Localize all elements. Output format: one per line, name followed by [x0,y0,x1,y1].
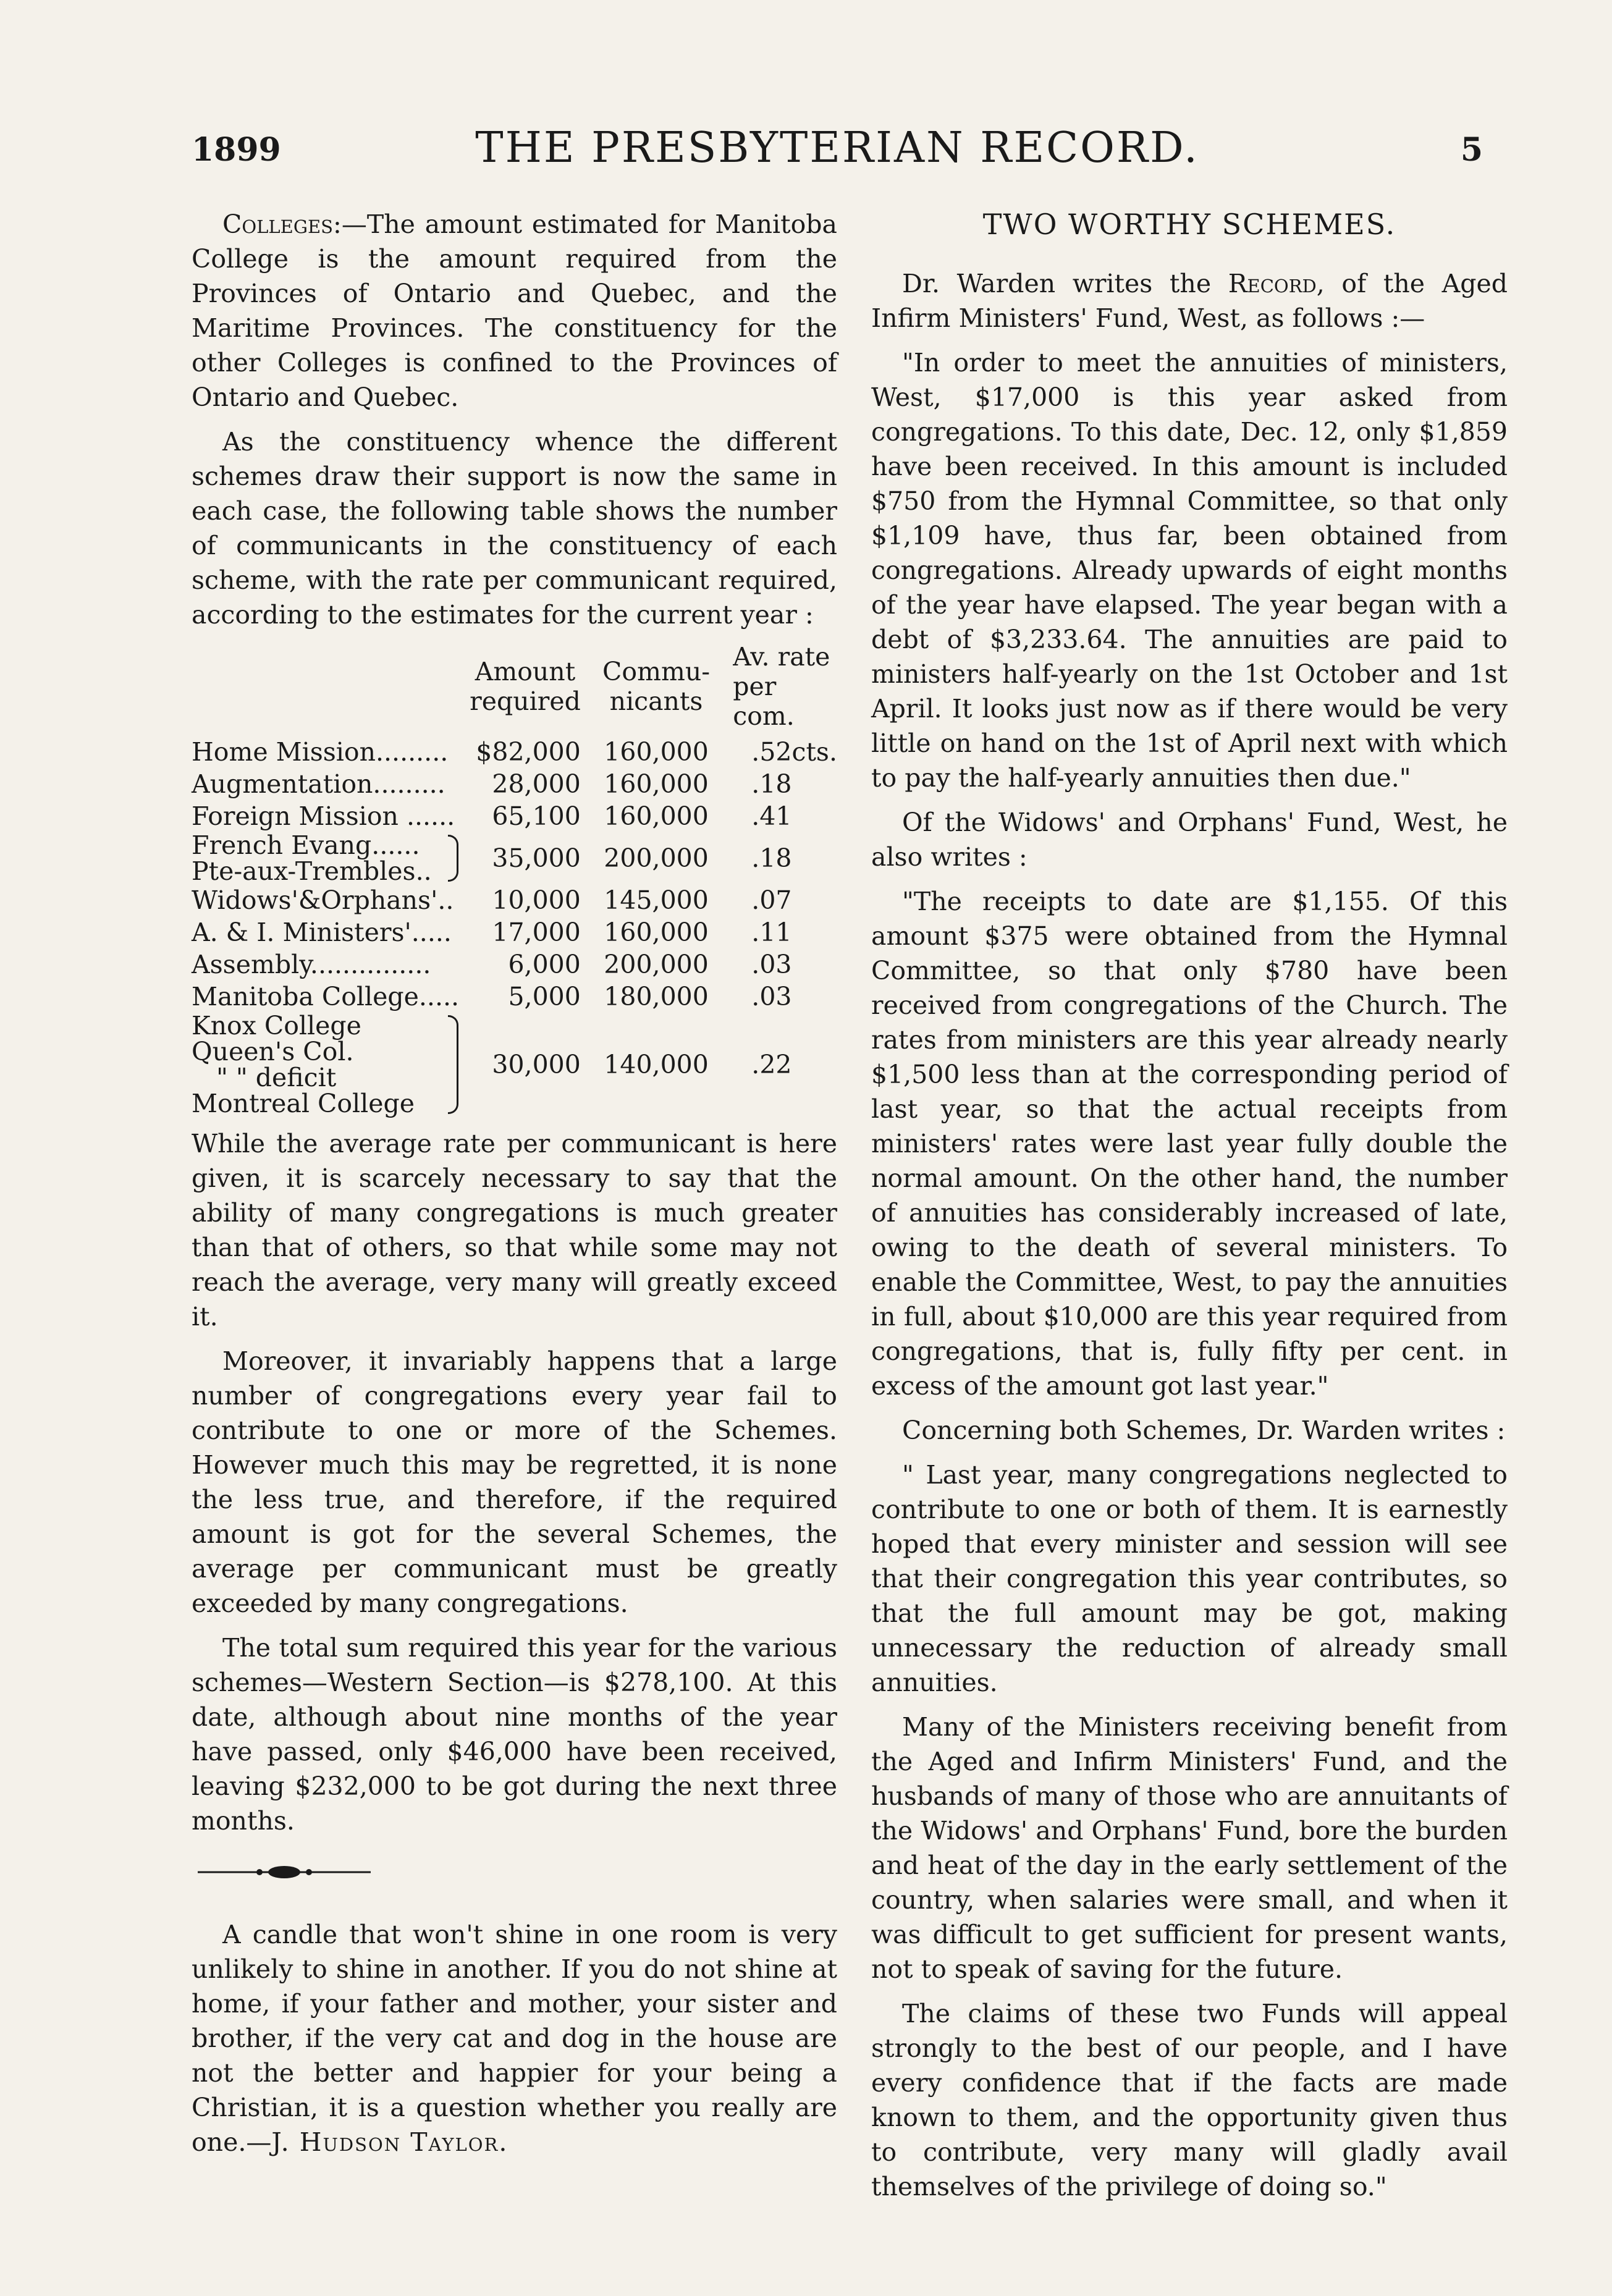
candle-paragraph [192,1917,837,2159]
row-name-line: " " deficit [216,1063,337,1092]
row-amount: 35,000 [492,843,581,873]
row-name: A. & I. Ministers'..... [192,918,452,947]
constituency-paragraph: As the constituency whence the different schemes draw their support is now the same in each case, the following table shows the number of communicants in the constituency of each scheme, with the rate per communicant required, according to the estimates for the current year : [192,427,837,630]
row-rate: .03 [751,950,792,979]
row-rate: .22 [751,1050,792,1079]
intro-text-end: , of the Aged Infirm Ministers' Fund, West, as follows :— [871,269,1508,333]
brace-mark [448,835,458,882]
table-row [192,916,837,948]
row-name-line: French Evang...... [192,830,420,860]
row-name: Manitoba College..... [192,982,460,1011]
page-number: 5 [1460,131,1483,169]
row-name-line: Pte-aux-Trembles.. [192,856,432,886]
row-amount: 5,000 [508,982,581,1011]
row-name: Augmentation......... [192,769,445,799]
table-row [192,768,837,800]
widows-quote: "The receipts to date are $1,155. Of this amount $375 were obtained from the Hymnal Committee, so that only $780 have been received from congregations of the Church. The rates from ministers are this year already nearly $1,500 less than at the corresponding period of last year, so that the actual receipts from ministers' rates were last year fully double the normal amount. On the other hand, the number of annuities has considerably increased of late, owing to the death of several ministers. To enable the Committee, West, to pay the annuities in full, about $10,000 are this year required from congregations, that is, fully fifty per cent. in excess of the amount got last year." [871,887,1508,1401]
colleges-label: Colleges [222,209,334,239]
record-name: Record [1228,269,1317,298]
row-name-line: Queen's Col. [192,1037,354,1066]
row-amount: $82,000 [476,737,581,767]
both-schemes-quote: " Last year, many congregations neglected to contribute to one or both of them. It is earnestly hoped that every minister and session will see that their congregation this year contributes, so that the full amount may be got, making unnecessary the reduction of already small annuities. [871,1460,1508,1697]
colleges-paragraph [192,207,837,415]
row-rate: .18 [751,769,792,799]
row-communicants: 180,000 [604,982,709,1011]
row-name-group [192,832,470,884]
row-name: Foreign Mission ...... [192,801,455,831]
journal-title: THE PRESBYTERIAN RECORD. [475,124,1199,172]
warden-intro [871,266,1508,336]
moreover-paragraph: Moreover, it invariably happens that a large number of congregations every year fail to contribute to one or more of the Schemes. However much this may be regretted, it is none the less true, and therefore, if the required amount is got for the several Schemes, the average per communicant must be greatly exceeded by many congregations. [192,1346,837,1618]
row-rate: .11 [751,918,792,947]
row-amount: 28,000 [492,769,581,799]
candle-text: A candle that won't shine in one room is very unlikely to shine in another. If you do not shine at home, if your father and mother, your sister and brother, if the very cat and dog in the house are not the better and happier for your being a Christian, it is a question whether you really are one.— [192,1920,837,2157]
row-communicants: 200,000 [604,843,709,873]
table-row [192,884,837,916]
table-row [192,736,837,768]
running-head [192,124,1483,173]
table-header-communicants: Commu- nicants [602,657,711,716]
row-name: Assembly............... [192,950,431,979]
table-row [192,948,837,981]
row-communicants: 160,000 [604,918,709,947]
table-header-row [192,642,837,736]
row-name: Home Mission......... [192,737,449,767]
table-header-rate: Av. rate per com. [733,642,830,731]
row-communicants: 145,000 [604,885,709,915]
row-communicants: 140,000 [604,1050,709,1079]
claims-paragraph: The claims of these two Funds will appeal strongly to the best of our people, and I have every confidence that if the facts are made known to them, and the opportunity given thus to contribute, very many will gladly avail themselves of the privilege of doing so." [871,1999,1508,2201]
both-schemes-intro: Concerning both Schemes, Dr. Warden writes : [902,1416,1506,1445]
row-amount: 6,000 [508,950,581,979]
row-rate: .18 [751,843,792,873]
left-column [192,207,837,2169]
table-row [192,1013,837,1116]
row-name: Widows'&Orphans'.. [192,885,454,915]
row-rate: .03 [751,982,792,1011]
communicants-table [192,642,837,1116]
intro-text: Dr. Warden writes the [902,269,1228,298]
row-communicants: 160,000 [604,737,709,767]
candle-author: J. Hudson Taylor. [271,2127,508,2157]
many-ministers-paragraph: Many of the Ministers receiving benefit from the Aged and Infirm Ministers' Fund, and the husbands of many of those who are annuitants of the Widows' and Orphans' Fund, bore the burden and heat of the day in the early settlement of the country, when salaries were small, and when it was difficult to get sufficient for present wants, not to speak of saving for the future. [871,1712,1508,1984]
colleges-text: :—The amount estimated for Manitoba College is the amount required from the Provinces of Ontario and Quebec, and the Maritime Provinces. The constituency for the other Colleges is confined to the Provinces of Ontario and Quebec. [192,209,837,412]
section-heading: TWO WORTHY SCHEMES. [982,208,1396,241]
row-rate: .41 [751,801,792,831]
total-sum-paragraph: The total sum required this year for the various schemes—Western Section—is $278,100. At this date, although about nine months of the year have passed, only $46,000 have been received, leaving $232,000 to be got during the next three months. [192,1633,837,1836]
row-name-line: Montreal College [192,1089,415,1118]
row-rate: .52cts. [751,737,837,767]
brace-mark [448,1015,458,1114]
widows-intro: Of the Widows' and Orphans' Fund, West, he also writes : [871,808,1508,872]
header-year: 1899 [192,131,281,169]
row-amount: 10,000 [492,885,581,915]
right-column [871,207,1508,2214]
row-communicants: 200,000 [604,950,709,979]
average-rate-paragraph: While the average rate per communicant is here given, it is scarcely necessary to say that the ability of many congregations is much greater than that of others, so that while some may not reach the average, very many will greatly exceed it. [192,1129,837,1332]
row-amount: 30,000 [492,1050,581,1079]
table-row [192,832,837,884]
row-communicants: 160,000 [604,769,709,799]
table-row [192,800,837,832]
row-communicants: 160,000 [604,801,709,831]
table-row [192,981,837,1013]
row-rate: .07 [751,885,792,915]
ornament-divider [192,1863,377,1881]
table-header-name [192,642,470,736]
row-name-line: Knox College [192,1011,361,1040]
row-amount: 65,100 [492,801,581,831]
row-amount: 17,000 [492,918,581,947]
row-name-group [192,1013,470,1116]
aged-ministers-quote: "In order to meet the annuities of ministers, West, $17,000 is this year asked from congregations. To this date, Dec. 12, only $1,859 have been received. In this amount is included $750 from the Hymnal Committee, so that only $1,109 have, thus far, been obtained from congregations. Already upwards of eight months of the year have elapsed. The year began with a debt of $3,233.64. The annuities are paid to ministers half-yearly on the 1st October and 1st April. It looks just now as if there would be very little on hand on the 1st of April next with which to pay the half-yearly annuities then due." [871,348,1508,793]
table-header-amount: Amount required [470,657,581,716]
